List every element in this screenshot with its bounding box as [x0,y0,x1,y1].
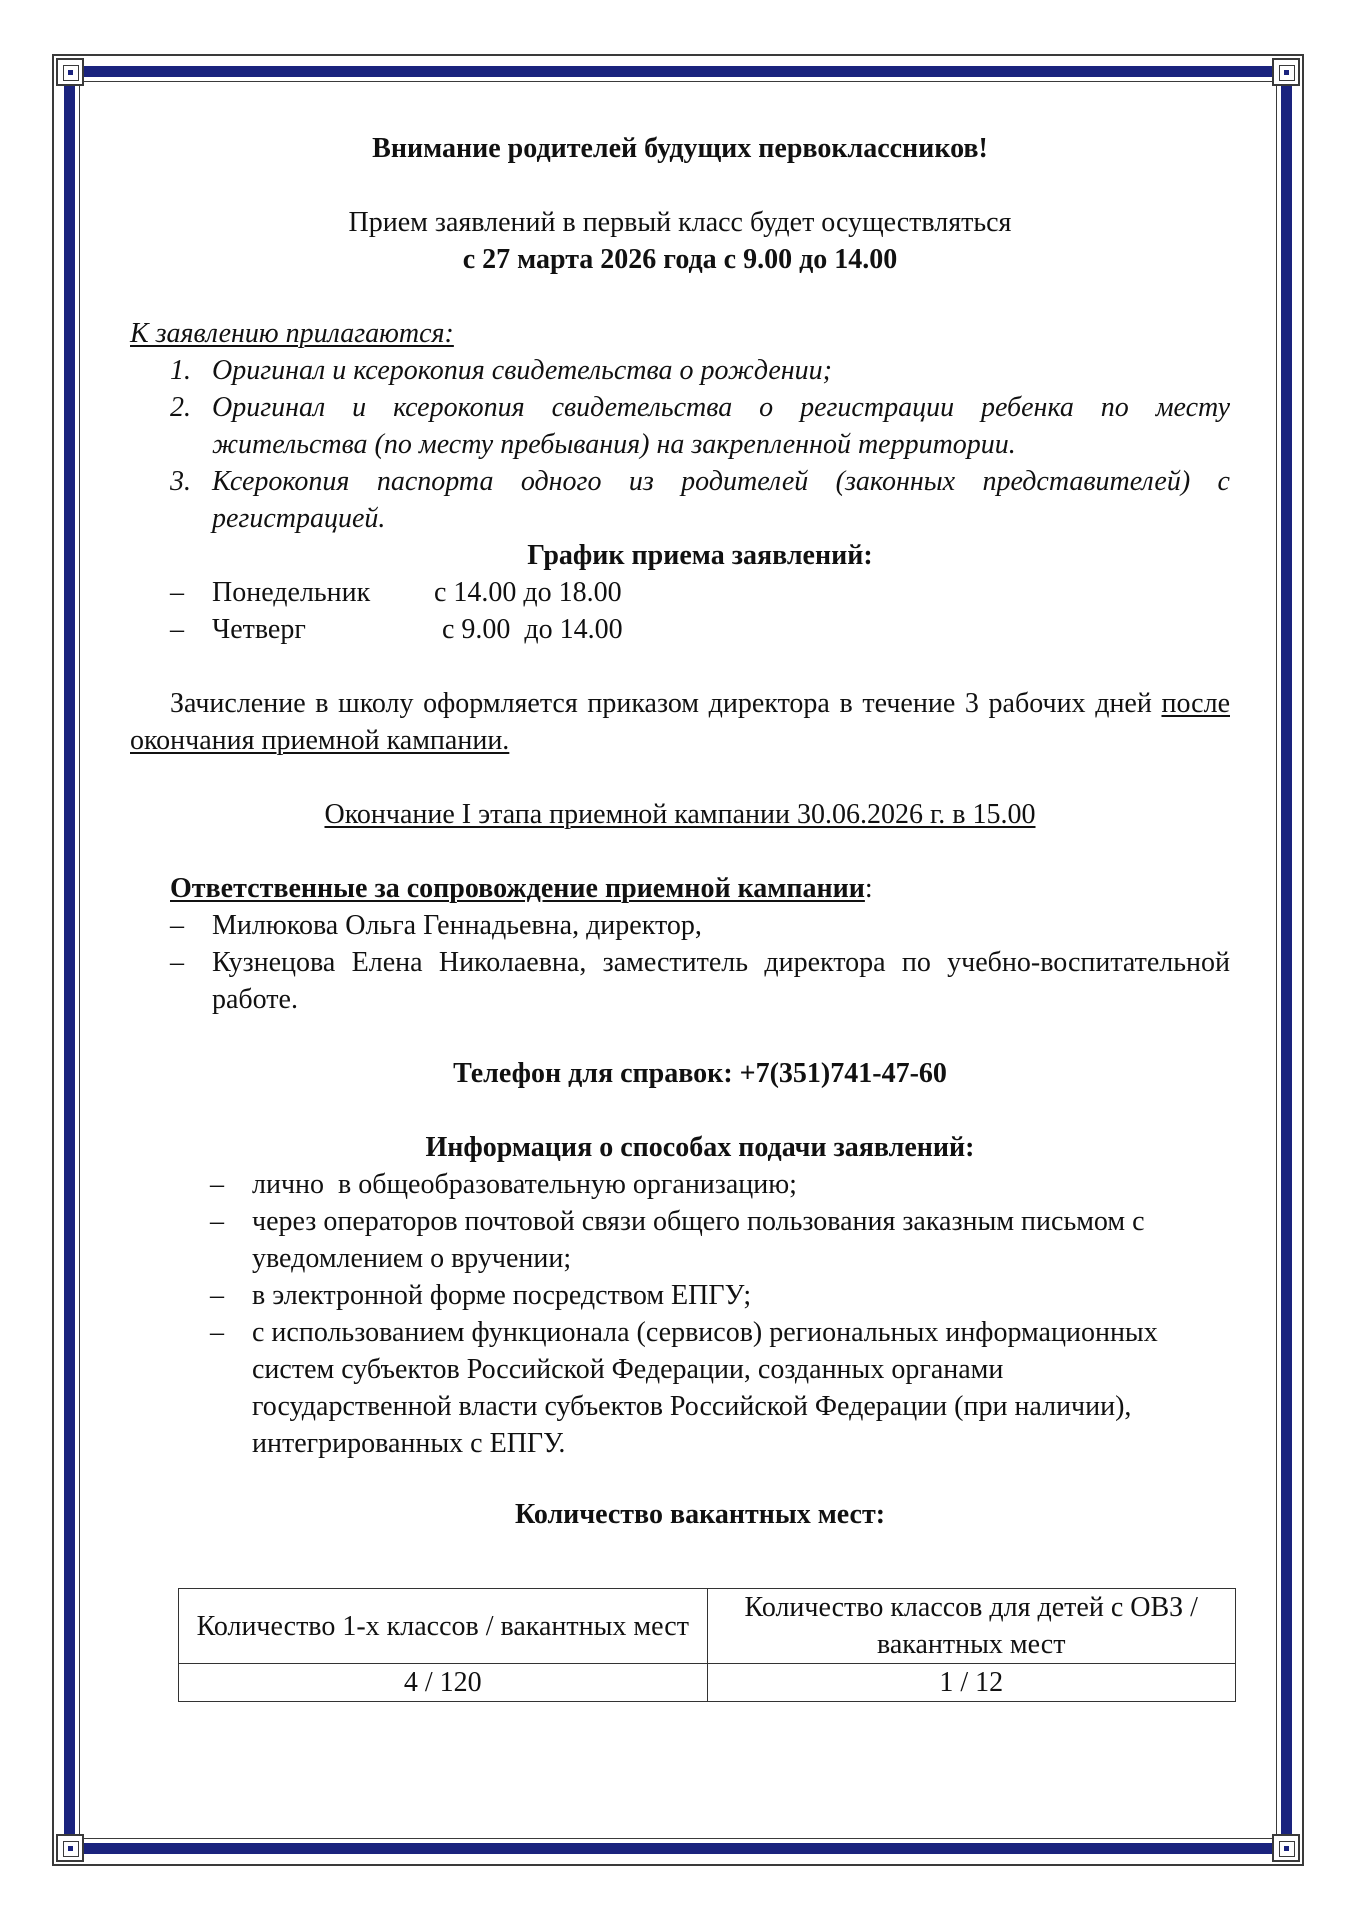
list-dash: – [170,614,184,645]
list-dash: – [210,1206,224,1237]
list-item [130,944,1230,1018]
notice-title: Внимание родителей будущих первоклассников! [372,133,988,164]
submission-heading: Информация о способах подачи заявлений: [425,1132,975,1163]
list-item-text: Ксерокопия паспорта одного из родителей (законных представителей) с регистрацией. [212,466,1230,534]
list-item [130,907,1230,944]
schedule-time: с 14.00 до 18.00 [434,577,622,608]
responsible-heading: Ответственные за сопровождение приемной кампании [170,873,865,904]
list-dash: – [170,947,184,978]
schedule-row [130,574,1230,611]
table-row [179,1664,1236,1702]
stage-end-line [130,796,1230,833]
vacancies-table [178,1588,1236,1702]
responsible-person: Милюкова Ольга Геннадьевна, директор, [212,910,702,941]
table-header-cell: Количество 1-х классов / вакантных мест [179,1589,708,1664]
intro-date: с 27 марта 2026 года с 9.00 до 14.00 [462,244,898,275]
enrollment-underlined-text: после окончания приемной кампании. [130,688,1230,756]
table-cell: 1 / 12 [707,1664,1236,1702]
frame-corner-ornament [56,1834,84,1862]
schedule-row [130,611,1230,648]
list-item-text: Оригинал и ксерокопия свидетельства о рождении; [212,355,832,386]
table-header-row [179,1589,1236,1664]
schedule-day: Понедельник [212,577,371,608]
stage-end-text: Окончание I этапа приемной кампании 30.06.2026 г. в 15.00 [324,799,1036,830]
list-item [130,1203,1190,1277]
table-header-cell: Количество классов для детей с ОВЗ / вакантных мест [707,1589,1236,1664]
list-item [130,1166,1190,1203]
responsible-list [130,907,1230,1018]
responsible-heading-colon: : [864,873,873,904]
list-item [130,1314,1190,1462]
attachments-heading [130,315,1230,352]
table-cell: 4 / 120 [179,1664,708,1702]
responsible-person: Кузнецова Елена Николаевна, заместитель директора по учебно-воспитательной работе. [212,947,1230,1015]
attachments-heading-text: К заявлению прилагаются: [130,318,454,349]
list-number: 3. [170,466,191,497]
submission-method: лично в общеобразовательную организацию; [252,1169,797,1200]
submission-method: через операторов почтовой связи общего пользования заказным письмом с уведомлением о вручении; [252,1206,1145,1274]
submission-method: с использованием функционала (сервисов) региональных информационных систем субъектов Российской Федерации, созданных органами государственной власти субъектов Российской Федерации (при наличии), интегрированных с ЕПГУ. [252,1317,1158,1459]
list-item [130,389,1230,463]
list-number: 2. [170,392,191,423]
schedule-time: с 9.00 до 14.00 [442,614,623,645]
intro-line: Прием заявлений в первый класс будет осуществляться [348,207,1012,238]
list-item [130,352,1230,389]
attachments-list [130,352,1230,537]
schedule-list [130,574,1230,648]
list-item [130,463,1230,537]
responsible-heading-line [130,870,1230,907]
submission-list [130,1166,1230,1462]
list-dash: – [210,1280,224,1311]
enrollment-text: Зачисление в школу оформляется приказом директора в течение 3 рабочих дней [170,688,1162,719]
list-item-text: Оригинал и ксерокопия свидетельства о регистрации ребенка по месту жительства (по месту пребывания) на закрепленной территории. [212,392,1230,460]
notice-body [130,130,1230,1533]
list-dash: – [210,1169,224,1200]
frame-corner-ornament [1272,1834,1300,1862]
vacancies-heading: Количество вакантных мест: [514,1499,886,1530]
list-item [130,1277,1190,1314]
list-dash: – [210,1317,224,1348]
list-dash: – [170,577,184,608]
frame-corner-ornament [1272,58,1300,86]
schedule-heading: График приема заявлений: [527,540,873,571]
list-dash: – [170,910,184,941]
list-number: 1. [170,355,191,386]
frame-corner-ornament [56,58,84,86]
enrollment-paragraph [130,685,1230,759]
phone-line: Телефон для справок: +7(351)741-47-60 [453,1058,947,1089]
schedule-day: Четверг [212,614,306,645]
submission-method: в электронной форме посредством ЕПГУ; [252,1280,752,1311]
